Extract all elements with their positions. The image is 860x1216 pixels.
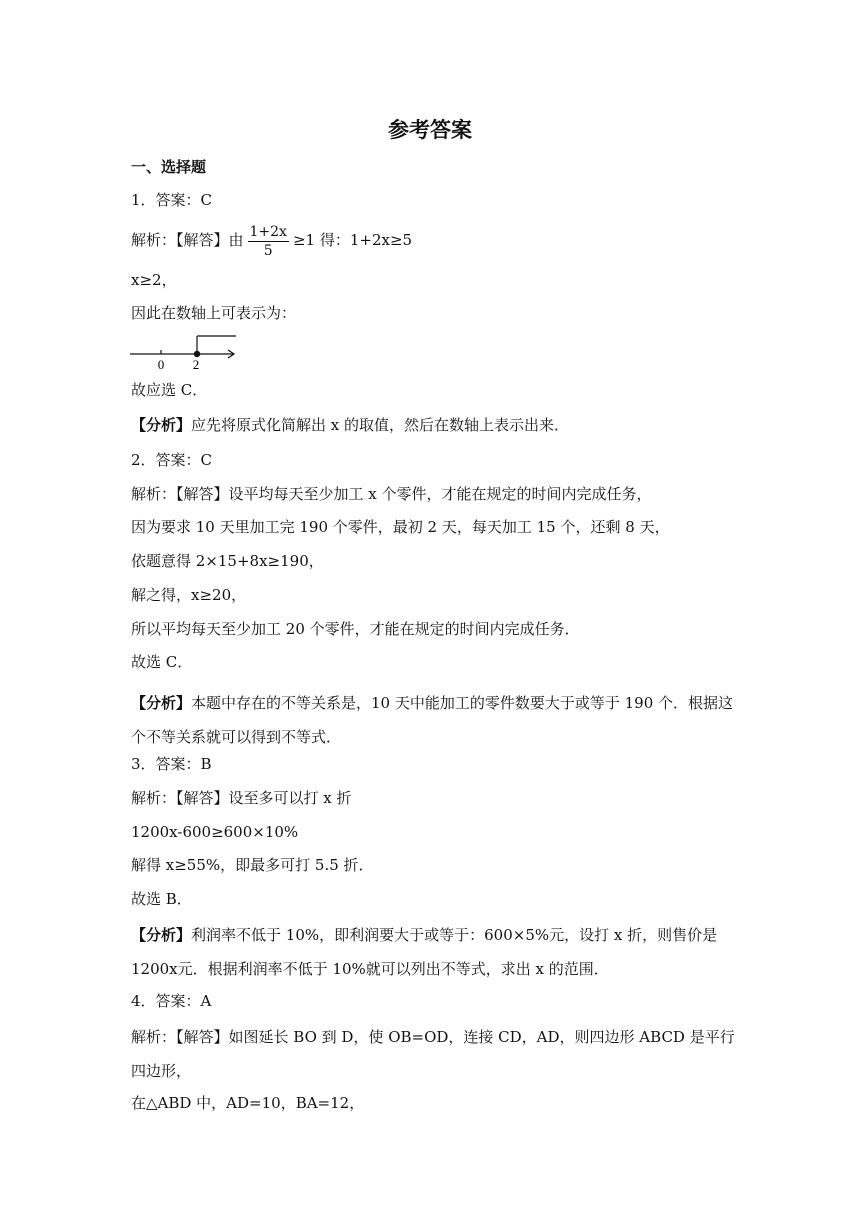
q2-line6: 故选 C．	[131, 653, 193, 671]
q3-line1: 解析：【解答】设至多可以打 x 折	[131, 789, 352, 807]
q1-analysis-text: 应先将原式化简解出 x 的取值，然后在数轴上表示出来．	[191, 416, 570, 434]
q3-analysis	[131, 918, 741, 986]
q1-analysis	[131, 415, 741, 435]
q4-answer: 4．答案：A	[131, 992, 212, 1010]
q1-fraction-denominator: 5	[263, 242, 273, 259]
q1-fraction	[248, 223, 289, 260]
q2-line3: 依题意得 2×15+8x≥190，	[131, 552, 324, 570]
label-zero: 0	[157, 357, 165, 372]
q1-fraction-numerator: 1+2x	[249, 223, 287, 240]
q4-line1: 解析：【解答】如图延长 BO 到 D，使 OB=OD，连接 CD，AD，则四边形 ABCD 是平行四边形，	[131, 1028, 735, 1080]
q4-line2: 在△ABD 中，AD=10，BA=12，	[131, 1094, 365, 1112]
q1-line3: 因此在数轴上可表示为：	[131, 304, 297, 322]
q3-analysis-text: 利润率不低于 10%，即利润要大于或等于：600×5%元，设打 x 折，则售价是 1200x元．根据利润率不低于 10%就可以列出不等式，求出 x 的范围．	[131, 926, 718, 978]
q3-line4: 故选 B．	[131, 890, 192, 908]
q1-solution-suffix: ≥1 得：1+2x≥5	[292, 231, 413, 249]
q1-line2: x≥2，	[131, 271, 177, 289]
q2-answer: 2．答案：C	[131, 451, 213, 469]
q2-analysis	[131, 686, 741, 754]
q3-line2: 1200x-600≥600×10%	[131, 823, 299, 841]
number-line-diagram	[128, 330, 240, 374]
q3-answer: 3．答案：B	[131, 755, 212, 773]
q1-line4: 故应选 C．	[131, 381, 208, 399]
q1-solution-prefix: 解析：【解答】由	[131, 231, 244, 249]
q1-solution	[131, 222, 741, 260]
q3-analysis-tag: 【分析】	[131, 926, 192, 944]
q2-line4: 解之得，x≥20，	[131, 586, 247, 604]
q2-analysis-tag: 【分析】	[131, 694, 192, 712]
section-heading: 一、选择题	[131, 158, 207, 176]
q2-analysis-text: 本题中存在的不等关系是，10 天中能加工的零件数要大于或等于 190 个．根据这个不等关系就可以得到不等式．	[131, 694, 734, 746]
q2-line1: 解析：【解答】设平均每天至少加工 x 个零件，才能在规定的时间内完成任务，	[131, 485, 652, 503]
q1-answer: 1．答案：C	[131, 191, 213, 209]
q2-line2: 因为要求 10 天里加工完 190 个零件，最初 2 天，每天加工 15 个，还剩 8 天，	[131, 518, 670, 536]
page-title: 参考答案	[388, 118, 472, 142]
label-two: 2	[192, 357, 200, 372]
q1-analysis-tag: 【分析】	[131, 416, 192, 434]
q2-line5: 所以平均每天至少加工 20 个零件，才能在规定的时间内完成任务．	[131, 620, 580, 638]
q3-line3: 解得 x≥55%，即最多可打 5.5 折．	[131, 856, 374, 874]
